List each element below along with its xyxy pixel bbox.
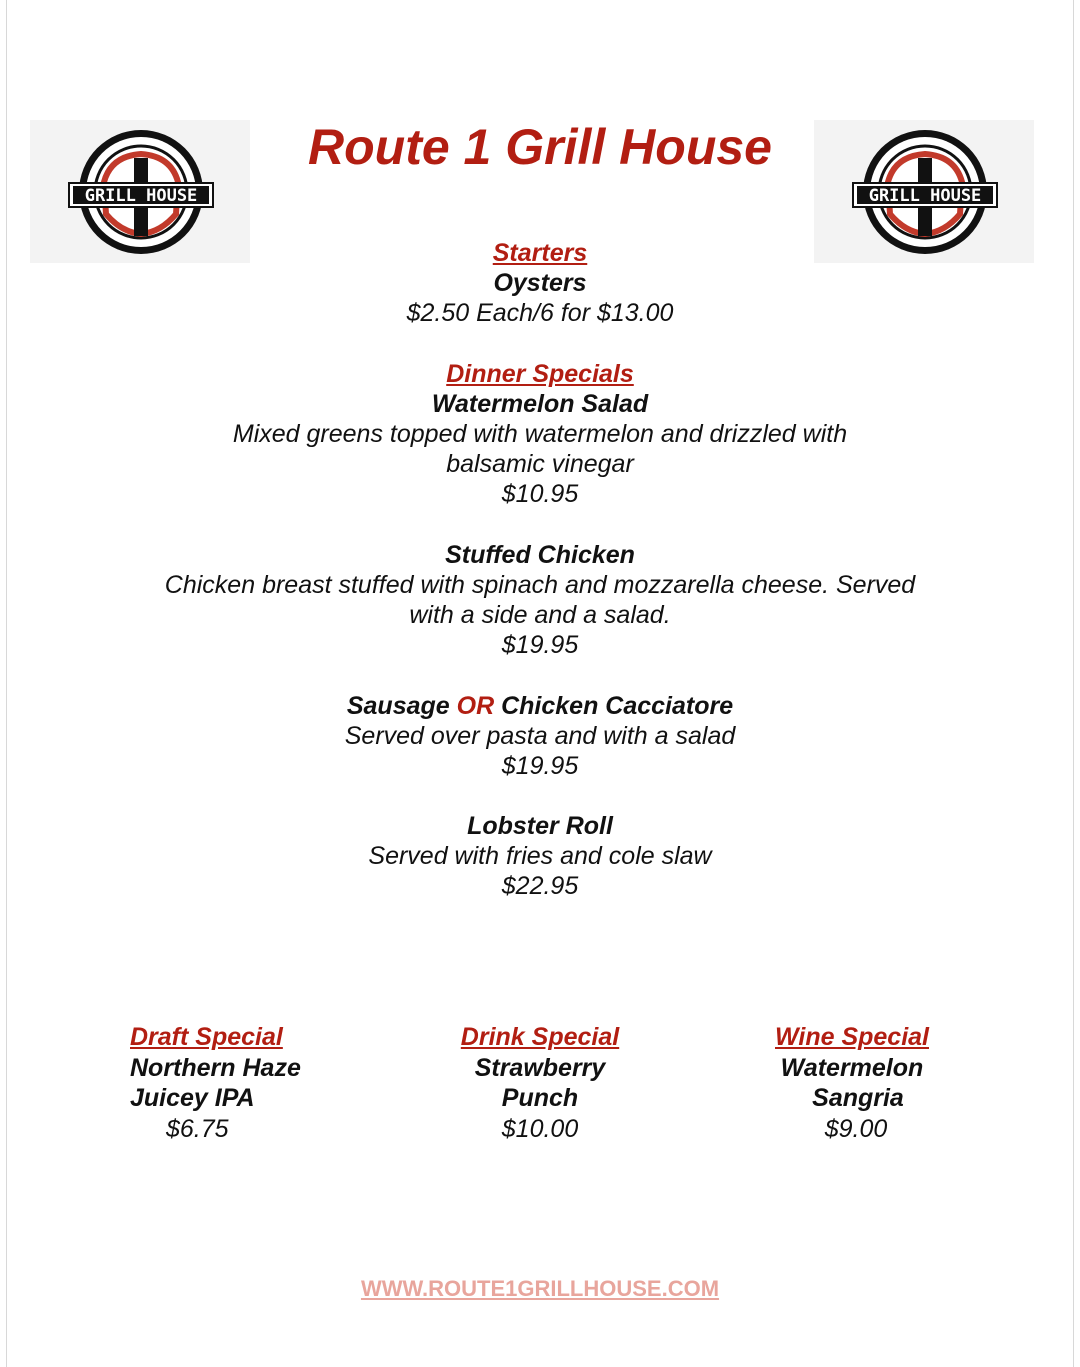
draft-special-line: Juicey IPA <box>130 1084 255 1112</box>
draft-special-heading: Draft Special <box>130 1023 283 1051</box>
drink-special-line: Punch <box>501 1084 579 1112</box>
starters-item: Oysters <box>493 269 587 297</box>
menu-item-or: OR <box>456 692 495 720</box>
wine-special-price: $9.00 <box>824 1114 888 1143</box>
website-link[interactable]: WWW.ROUTE1GRILLHOUSE.COM <box>360 1276 720 1301</box>
wine-special <box>752 1022 952 1144</box>
menu-item-price: $22.95 <box>501 872 579 900</box>
dinner-heading: Dinner Specials <box>446 360 634 388</box>
dinner-specials-section <box>0 359 1080 509</box>
drink-special-heading: Drink Special <box>460 1023 620 1051</box>
menu-item-description: with a side and a salad. <box>409 601 671 629</box>
draft-special-price: $6.75 <box>166 1114 229 1143</box>
wine-special-heading: Wine Special <box>775 1023 929 1051</box>
menu-item-name-part: Sausage <box>346 692 450 720</box>
menu-item-description: Mixed greens topped with watermelon and drizzled with <box>232 420 848 448</box>
page-title: Route 1 Grill House <box>308 119 772 175</box>
wine-special-line: Sangria <box>812 1084 904 1112</box>
menu-item-description: balsamic vinegar <box>446 450 634 478</box>
starters-section <box>0 238 1080 328</box>
svg-text:GRILL HOUSE: GRILL HOUSE <box>868 186 982 206</box>
menu-item-price: $10.95 <box>501 480 579 508</box>
svg-text:GRILL HOUSE: GRILL HOUSE <box>84 186 198 206</box>
menu-item-name: Lobster Roll <box>467 812 613 840</box>
menu-item <box>0 811 1080 901</box>
starters-heading: Starters <box>492 239 588 267</box>
drink-special <box>440 1022 640 1144</box>
menu-item-description: Chicken breast stuffed with spinach and mozzarella cheese. Served <box>164 571 916 599</box>
drink-special-line: Strawberry <box>474 1053 606 1082</box>
menu-item-name-part: Chicken Cacciatore <box>501 692 734 720</box>
wine-special-line: Watermelon <box>780 1053 924 1082</box>
menu-item-name: Watermelon Salad <box>431 390 649 418</box>
menu-item-price: $19.95 <box>501 752 579 780</box>
drink-special-price: $10.00 <box>501 1114 579 1143</box>
menu-item-name: Stuffed Chicken <box>445 541 635 569</box>
draft-special-line: Northern Haze <box>130 1053 301 1082</box>
menu-item <box>0 540 1080 660</box>
menu-item-description: Served over pasta and with a salad <box>344 722 736 750</box>
menu-item-price: $19.95 <box>501 631 579 659</box>
menu-item-description: Served with fries and cole slaw <box>368 842 712 870</box>
menu-item <box>0 691 1080 781</box>
starters-price: $2.50 Each/6 for $13.00 <box>406 299 674 327</box>
draft-special <box>130 1022 330 1144</box>
menu-item-name <box>0 691 1080 721</box>
